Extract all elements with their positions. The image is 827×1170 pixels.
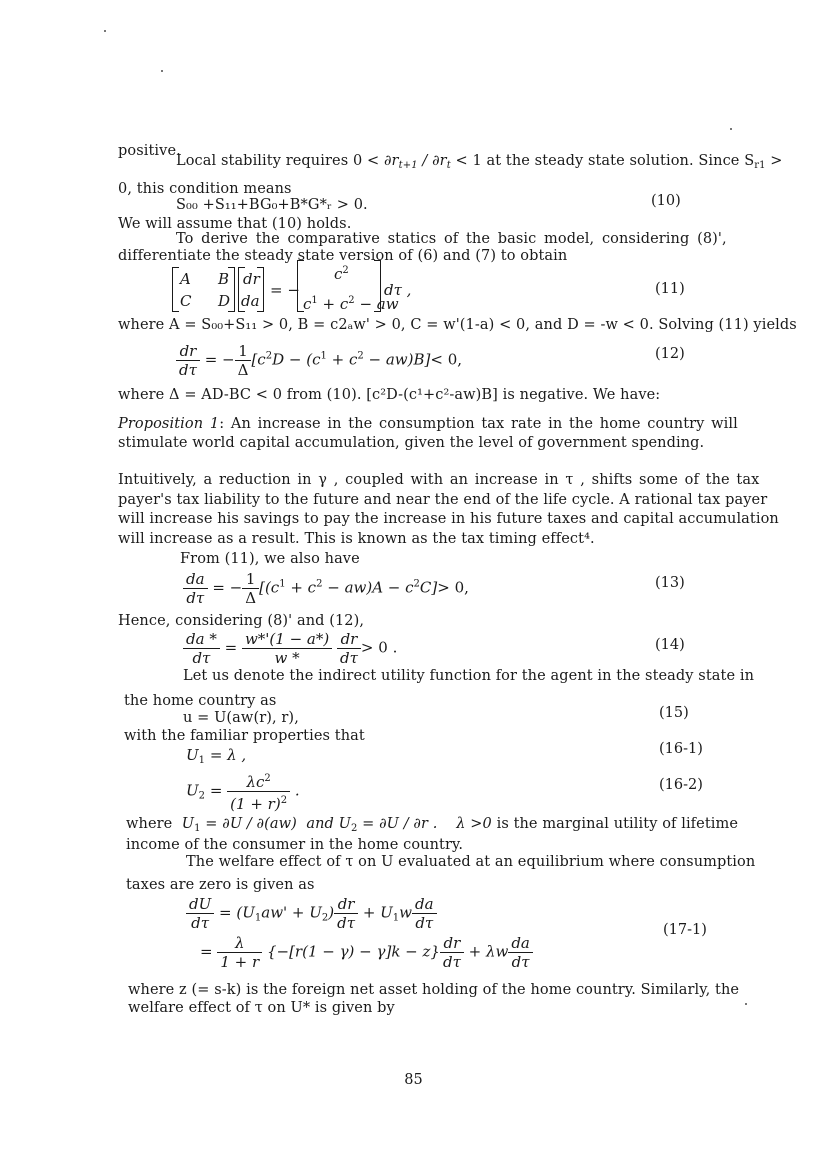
text-line: income of the consumer in the home country.	[126, 837, 464, 853]
text-subscript: r1	[754, 160, 766, 171]
text-fragment: where	[126, 816, 173, 832]
equation-number: (16-1)	[659, 741, 703, 757]
text-line: 0, this condition means	[118, 181, 292, 197]
equation-number: (17-1)	[663, 922, 707, 938]
text-line: payer's tax liability to the future and near the end of the life cycle. A rational tax payer	[118, 492, 768, 508]
text-line: with the familiar properties that	[124, 728, 365, 744]
text-line: We will assume that (10) holds.	[118, 216, 352, 232]
math-fragment: ∂r	[383, 153, 399, 169]
equation-number: (16-2)	[659, 777, 703, 793]
matrix-bracket	[257, 267, 264, 312]
matrix-bracket	[228, 267, 235, 312]
scan-speck	[745, 1003, 747, 1005]
math-subscript: t+1	[398, 160, 418, 171]
text-line: welfare effect of τ on U* is given by	[128, 1000, 395, 1016]
text-line: S₀₀ +S₁₁+BG₀+B*G*ᵣ > 0.	[176, 197, 368, 213]
matrix-bracket	[172, 267, 179, 312]
equation-number: (14)	[655, 637, 685, 653]
text-fragment: < 1 at the steady state solution. Since S	[455, 153, 755, 169]
fraction: $\frac{da}{d\tau}$	[508, 934, 533, 971]
matrix-cell: da	[241, 292, 260, 310]
text-line: Let us denote the indirect utility function for the agent in the steady state in	[183, 668, 755, 684]
matrix-cell: B	[218, 270, 230, 288]
fraction: $\frac{da}{d\tau}$	[183, 570, 208, 607]
fraction: $\frac{da *}{d\tau}$	[183, 630, 220, 667]
fraction: $\frac{\lambda}{1 + r}$	[217, 934, 262, 971]
proposition-label: Proposition 1	[118, 416, 220, 432]
math-fragment: $U_1 = \partial U / \partial(aw)$ and $U_2 = \partial U / \partial r$ . λ >0	[177, 816, 492, 834]
equation-number: (12)	[655, 346, 685, 362]
fraction: $\frac{da}{d\tau}$	[412, 895, 437, 932]
equation-16-1: $U_1 = \lambda$ ,	[186, 746, 247, 766]
text-fragment: is the marginal utility of lifetime	[496, 816, 739, 832]
equation-number: (11)	[655, 281, 685, 297]
fraction: $\frac{dr}{d\tau}$	[337, 630, 361, 667]
fraction: $\frac{1}{\Delta}$	[235, 342, 252, 379]
text-line	[118, 415, 738, 433]
equation-14: $\frac{da *}{d\tau}$ = $\frac{w*'(1 - a*)}{w *}$ $\frac{dr}{d\tau}$ > 0 .	[183, 630, 397, 667]
text-line: Intuitively, a reduction in γ , coupled with an increase in τ , shifts some of the tax	[118, 472, 760, 488]
text-line: positive.	[118, 143, 181, 159]
text-line: the home country as	[124, 693, 277, 709]
equation-number: (15)	[659, 705, 689, 721]
math-fragment: / ∂r	[422, 153, 447, 169]
fraction: $\frac{w*'(1 - a*)}{w *}$	[242, 630, 332, 667]
math-symbol: dτ ,	[384, 281, 412, 299]
equation-number: (10)	[651, 193, 681, 209]
fraction: $\frac{dr}{d\tau}$	[334, 895, 358, 932]
text-line	[126, 815, 738, 838]
text-line: taxes are zero is given as	[126, 877, 315, 893]
matrix-bracket	[374, 260, 381, 312]
matrix-cell: D	[218, 292, 231, 310]
matrix-cell: A	[180, 270, 191, 288]
fraction: $\frac{\lambda c^2}{(1 + r)^2}$	[227, 770, 290, 813]
text-line: Hence, considering (8)' and (12),	[118, 613, 365, 629]
text-line: will increase as a result. This is known as the tax timing effect⁴.	[118, 531, 595, 547]
matrix-cell: C	[180, 292, 192, 310]
equation-number: (13)	[655, 575, 685, 591]
text-line: where Δ = AD-BC < 0 from (10). [c²D-(c¹+c²-aw)B] is negative. We have:	[118, 387, 661, 403]
equation-12: $\frac{dr}{d\tau}$ = − $\frac{1}{\Delta}$ $[c^2D - (c^1 + c^2 - aw)B]< 0$,	[176, 342, 462, 379]
text-fragment: Local stability requires 0 <	[176, 153, 380, 169]
text-line: will increase his savings to pay the increase in his future taxes and capital accumulation	[118, 511, 779, 527]
text-line: To derive the comparative statics of the basic model, considering (8)',	[176, 231, 727, 247]
math-subscript: t	[446, 160, 451, 171]
text-line	[176, 152, 783, 175]
fraction: $\frac{dr}{d\tau}$	[440, 934, 464, 971]
text-line: differentiate the steady state version of (6) and (7) to obtain	[118, 248, 568, 264]
scan-speck	[730, 128, 732, 130]
equation-13: $\frac{da}{d\tau}$ = − $\frac{1}{\Delta}$ $[(c^1 + c^2 - aw)A - c^2C]> 0$,	[183, 570, 469, 607]
page-number: 85	[404, 1072, 423, 1088]
matrix-cell: $c^2$	[334, 265, 349, 283]
fraction: $\frac{dU}{d\tau}$	[186, 895, 214, 932]
scan-speck	[161, 70, 163, 72]
math-symbol: = −	[270, 281, 300, 299]
matrix-cell: dr	[243, 270, 260, 288]
text-line: From (11), we also have	[180, 551, 360, 567]
text-line: u = U(aw(r), r),	[183, 710, 299, 726]
matrix-cell: $c^1 + c^2$ − aw	[303, 295, 399, 313]
scan-speck	[104, 30, 106, 32]
text-fragment: >	[765, 153, 783, 169]
fraction: $\frac{dr}{d\tau}$	[176, 342, 200, 379]
text-fragment: : An increase in the consumption tax rate in the home country will	[219, 416, 738, 432]
fraction: $\frac{1}{\Delta}$	[242, 570, 259, 607]
text-line: stimulate world capital accumulation, given the level of government spending.	[118, 435, 705, 451]
equation-16-2: $U_2$ = $\frac{\lambda c^2}{(1 + r)^2}$ .	[186, 770, 300, 813]
text-line: where A = S₀₀+S₁₁ > 0, B = c2ₐw' > 0, C = w'(1-a) < 0, and D = -w < 0. Solving (11) yields	[118, 317, 797, 333]
equation-17-1-line1: $\frac{dU}{d\tau}$ = $(U_1aw' + U_2)$ $\frac{dr}{d\tau}$ + $U_1w$ $\frac{da}{d\tau}$	[186, 895, 437, 932]
equation-17-1-line2: = $\frac{\lambda}{1 + r}$ {−[r(1 − γ) − γ]k − z} $\frac{dr}{d\tau}$ + λw $\frac{da}{d\tau}$	[200, 934, 533, 971]
text-line: The welfare effect of τ on U evaluated at an equilibrium where consumption	[186, 854, 756, 870]
text-line: where z (= s-k) is the foreign net asset holding of the home country. Similarly, the	[128, 982, 740, 998]
